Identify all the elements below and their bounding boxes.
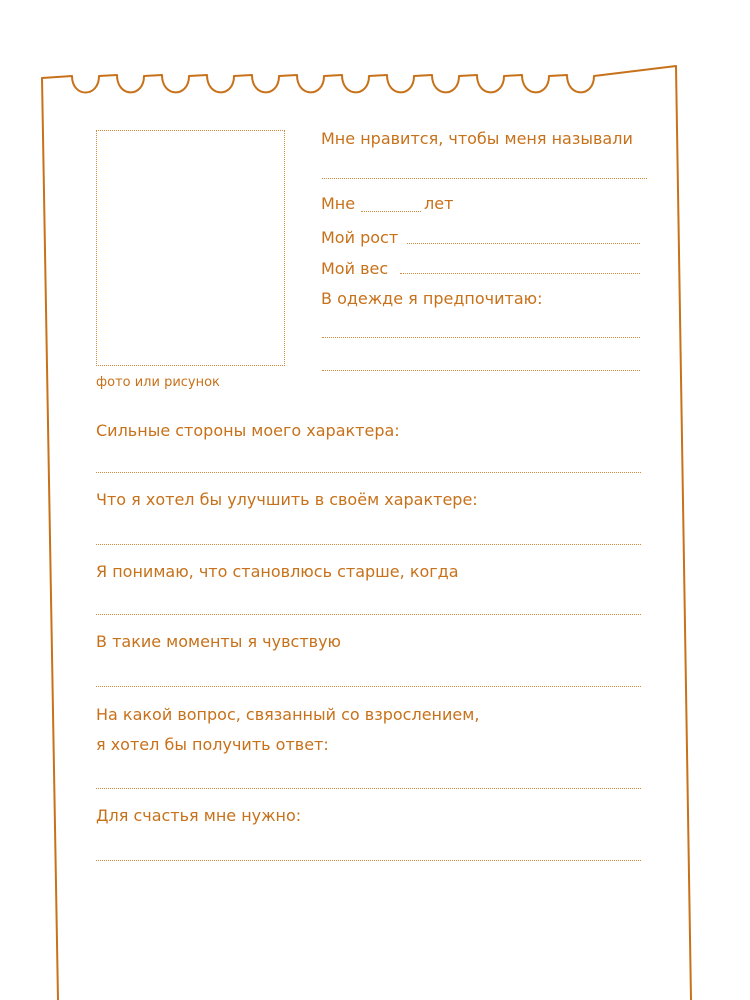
age-suffix: лет xyxy=(424,194,454,213)
age-field[interactable] xyxy=(361,211,421,212)
happiness-field[interactable] xyxy=(96,860,641,861)
older-field[interactable] xyxy=(96,614,641,615)
question-label-line1: На какой вопрос, связанный со взрослением, xyxy=(96,705,480,724)
feel-field[interactable] xyxy=(96,686,641,687)
question-field[interactable] xyxy=(96,788,641,789)
nickname-field[interactable] xyxy=(322,178,647,179)
older-label: Я понимаю, что становлюсь старше, когда xyxy=(96,562,459,581)
happiness-label: Для счастья мне нужно: xyxy=(96,806,302,825)
photo-caption: фото или рисунок xyxy=(96,375,220,390)
clothes-field-2[interactable] xyxy=(322,370,640,371)
nickname-label: Мне нравится, чтобы меня называли xyxy=(321,129,633,148)
improve-field[interactable] xyxy=(96,544,641,545)
clothes-field-1[interactable] xyxy=(322,337,640,338)
improve-label: Что я хотел бы улучшить в своём характере: xyxy=(96,490,478,509)
age-prefix: Мне xyxy=(321,194,356,213)
strengths-label: Сильные стороны моего характера: xyxy=(96,421,400,440)
height-label: Мой рост xyxy=(321,228,399,247)
clothes-label: В одежде я предпочитаю: xyxy=(321,289,543,308)
question-label-line2: я хотел бы получить ответ: xyxy=(96,735,329,754)
weight-field[interactable] xyxy=(400,273,640,274)
feel-label: В такие моменты я чувствую xyxy=(96,632,341,651)
height-field[interactable] xyxy=(407,243,640,244)
photo-placeholder[interactable] xyxy=(96,130,285,366)
weight-label: Мой вес xyxy=(321,259,389,278)
strengths-field[interactable] xyxy=(96,472,641,473)
